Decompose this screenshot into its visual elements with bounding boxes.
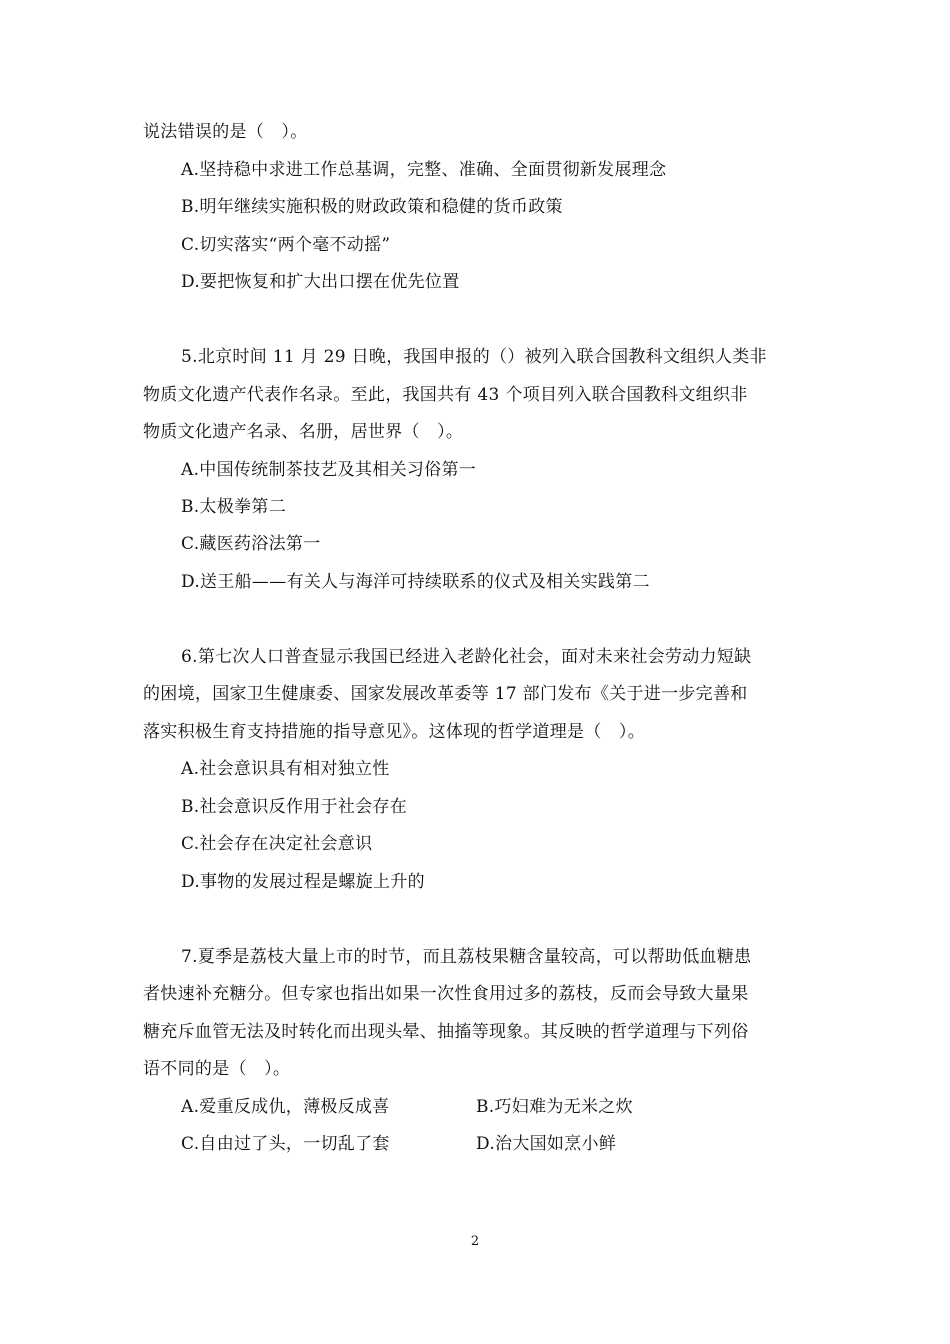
q5-option-d: D.送王船——有关人与海洋可持续联系的仪式及相关实践第二 [181, 572, 650, 592]
q5-option-b: B.太极拳第二 [181, 497, 286, 517]
q4-option-a: A.坚持稳中求进工作总基调，完整、准确、全面贯彻新发展理念 [181, 160, 667, 180]
q7-stem-line-3: 糖充斥血管无法及时转化而出现头晕、抽搐等现象。其反映的哲学道理与下列俗 [143, 1022, 749, 1042]
q5-stem-line-1: 5.北京时间 11 月 29 日晚，我国申报的（）被列入联合国教科文组织人类非 [181, 347, 767, 367]
q7-stem-line-2: 者快速补充糖分。但专家也指出如果一次性食用过多的荔枝，反而会导致大量果 [143, 984, 749, 1004]
q5-option-c: C.藏医药浴法第一 [181, 534, 321, 554]
page-number: 2 [470, 1234, 480, 1249]
q6-option-a: A.社会意识具有相对独立性 [181, 759, 390, 779]
q5-stem-line-2: 物质文化遗产代表作名录。至此，我国共有 43 个项目列入联合国教科文组织非 [143, 385, 748, 405]
q7-stem-line-1: 7.夏季是荔枝大量上市的时节，而且荔枝果糖含量较高，可以帮助低血糖患 [181, 947, 752, 967]
q4-option-b: B.明年继续实施积极的财政政策和稳健的货币政策 [181, 197, 563, 217]
q5-option-a: A.中国传统制茶技艺及其相关习俗第一 [181, 460, 477, 480]
q6-option-b: B.社会意识反作用于社会存在 [181, 797, 408, 817]
q4-option-c: C.切实落实“两个毫不动摇” [181, 235, 391, 255]
q6-stem-line-2: 的困境，国家卫生健康委、国家发展改革委等 17 部门发布《关于进一步完善和 [143, 684, 748, 704]
q6-stem-line-1: 6.第七次人口普查显示我国已经进入老龄化社会，面对未来社会劳动力短缺 [181, 647, 752, 667]
q7-option-b: B.巧妇难为无米之炊 [476, 1097, 633, 1117]
q6-stem-line-3: 落实积极生育支持措施的指导意见》。这体现的哲学道理是（ ）。 [143, 722, 645, 742]
q7-option-a: A.爱重反成仇，薄极反成喜 [181, 1097, 390, 1117]
q7-stem-line-4: 语不同的是（ ）。 [143, 1059, 291, 1079]
q6-option-d: D.事物的发展过程是螺旋上升的 [181, 872, 425, 892]
q6-option-c: C.社会存在决定社会意识 [181, 834, 373, 854]
q4-stem-tail: 说法错误的是（ ）。 [143, 122, 308, 142]
q7-option-d: D.治大国如烹小鲜 [476, 1134, 617, 1154]
q7-option-c: C.自由过了头，一切乱了套 [181, 1134, 390, 1154]
q4-option-d: D.要把恢复和扩大出口摆在优先位置 [181, 272, 460, 292]
q5-stem-line-3: 物质文化遗产名录、名册，居世界（ ）。 [143, 422, 464, 442]
